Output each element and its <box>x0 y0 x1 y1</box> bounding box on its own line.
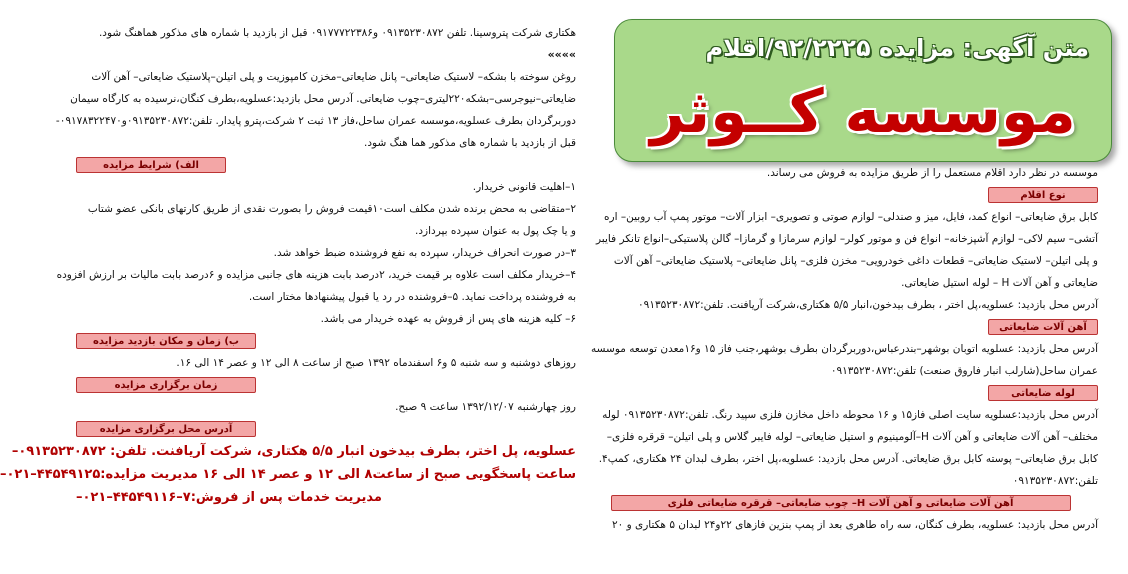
intro-text: موسسه در نظر دارد اقلام مستعمل را از طریق مزایده به فروش می رساند. <box>766 167 1098 179</box>
left-line-1: هکتاری شرکت پتروسینا. تلفن ۰۹۱۳۵۲۳۰۸۷۲ و۰۹۱۷۷۷۲۲۳۸۶ قبل از بازدید با شماره های مذکور هماهنگ شود. <box>98 27 576 39</box>
org-name: موسسه کــوثر <box>650 77 1076 147</box>
scrap-line-1: آدرس محل بازدید: عسلویه اتوبان بوشهر–بندرعباس،دوربرگردان بطرف بوشهر،جنب فاز ۱۵ و۱۶معدن توسعه موسسه <box>591 343 1098 355</box>
heading-mixed-scrap: آهن آلات ضایعاتی و آهن آلات H– چوب ضایعاتی– قرقره ضایعاتی فلزی <box>611 495 1071 511</box>
pipe-line-3: کابل برق ضایعاتی– پوسته کابل برق ضایعاتی. آدرس محل بازدید: عسلویه،پل اختر، بطرف لبدان ۲۴ هکتاری، کمپ۴. <box>598 453 1098 465</box>
condition-6: به فروشنده پرداخت نماید. ۵–فروشنده در رد یا قبول پیشنهادها مختار است. <box>248 291 576 303</box>
header-banner <box>614 19 1112 162</box>
left-line-5: قبل از بازدید با شماره های مذکور هما هنگ شود. <box>364 137 576 149</box>
right-column <box>583 162 1098 536</box>
contact-line-3: مدیریت خدمات پس از فروش:۷–۴۴۵۴۹۱۱۶–۰۲۱– <box>76 490 382 505</box>
heading-auction-time: زمان برگزاری مزایده <box>76 377 256 393</box>
items-line-4: ضایعاتی و آهن آلات H – لوله استیل ضایعاتی. <box>901 277 1098 289</box>
heading-visit-time: ب) زمان و مکان بازدید مزایده <box>76 333 256 349</box>
left-line-3: ضایعاتی–نیوجرسی–بشکه۲۲۰لیتری–چوب ضایعاتی. آدرس محل بازدید:عسلویه،بطرف کنگان،نرسیده به کارگاه سیمان <box>70 93 576 105</box>
heading-scrap-pipe: لوله ضایعاتی <box>988 385 1098 401</box>
condition-2: ۲–متقاضی به محض برنده شدن مکلف است۱۰قیمت فروش را بصورت نقدی از طریق کارتهای بانکی عضو شتاب <box>87 203 576 215</box>
scrap-line-2: عمران ساحل(شارلب انبار فاروق صنعت) تلفن:۰۹۱۳۵۲۳۰۸۷۲ <box>830 365 1098 377</box>
pipe-line-2: مختلف– آهن آلات ضایعاتی و آهن آلات H–آلومینیوم و استیل ضایعاتی– لوله فایبر گلاس و پلی اتیلن– قرقره فلزی– <box>606 431 1098 443</box>
items-line-1: کابل برق ضایعاتی– انواع کمد، فایل، میز و صندلی– لوازم صوتی و تصویری– ابزار آلات– موتور پمپ آب روبین– اره <box>604 211 1098 223</box>
condition-7: ۶– کلیه هزینه های پس از فروش به عهده خریدار می باشد. <box>320 313 576 325</box>
left-column <box>0 22 576 509</box>
items-line-3: و پلی اتیلن– لاستیک ضایعاتی– قطعات داغی خودرویی– مخزن فلزی– پانل ضایعاتی– پلاستیک ضایعاتی– آهن آلات <box>613 255 1098 267</box>
condition-1: ۱–اهلیت قانونی خریدار. <box>472 181 576 193</box>
section-arrows: »»»» <box>547 48 576 61</box>
items-line-2: آتشی– سیم لاکی– لوازم آشپزخانه– انواع فن و موتور کولر– لوازم سرمازا و گرمازا– گالن پلاستیکی–انواع تانکر فایبر <box>596 233 1098 245</box>
ad-title: متن آگهی: مزایده ۹۲/۲۲۲۵/اقلام <box>705 34 1089 62</box>
condition-3: و یا چک پول به عنوان سپرده بپردازد. <box>415 225 576 237</box>
visit-time-text: روزهای دوشنبه و سه شنبه ۵ و۶ اسفندماه ۱۳۹۲ صبح از ساعت ۸ الی ۱۲ و عصر ۱۴ الی ۱۶. <box>176 357 576 369</box>
items-line-5: آدرس محل بازدید: عسلویه،پل اختر ، بطرف بیدخون،انبار ۵/۵ هکتاری،شرکت آریافنت. تلفن:۰۹۱۳۵۲۳۰۸۷۲ <box>638 299 1098 311</box>
left-line-2: روغن سوخته با بشکه– لاستیک ضایعاتی– پانل ضایعاتی–مخزن کامپوزیت و پلی اتیلن–پلاستیک ضایعاتی– آهن آلات <box>91 71 576 83</box>
heading-conditions: الف) شرایط مزایده <box>76 157 226 173</box>
auction-time-text: روز چهارشنبه ۱۳۹۲/۱۲/۰۷ ساعت ۹ صبح. <box>395 401 576 413</box>
pipe-line-1: آدرس محل بازدید:عسلویه سایت اصلی فاز۱۵ و ۱۶ محوطه داخل مخازن فلزی سپید رنگ. تلفن:۰۹۱۳۵۲۳۰۸۷۲ لوله <box>602 409 1098 421</box>
condition-4: ۳–در صورت انحراف خریدار، سپرده به نفع فروشنده ضبط خواهد شد. <box>273 247 576 259</box>
heading-scrap-iron: آهن آلات ضایعاتی <box>988 319 1098 335</box>
contact-line-1: عسلویه، پل اختر، بطرف بیدخون انبار ۵/۵ هکتاری، شرکت آریافنت. تلفن: ۰۹۱۳۵۲۳۰۸۷۲– <box>11 444 576 459</box>
mixed-line-1: آدرس محل بازدید: عسلویه، بطرف کنگان، سه راه طاهری بعد از پمپ بنزین فازهای ۲۲و۲۴ لبدان ۵ هکتاری و ۲۰ <box>611 519 1098 531</box>
heading-item-types: نوع اقلام <box>988 187 1098 203</box>
pipe-line-4: تلفن:۰۹۱۳۵۲۳۰۸۷۲ <box>1012 475 1098 487</box>
left-line-4: دوربرگردان بطرف عسلویه،موسسه عمران ساحل،فاز ۱۳ ثبت ۲ شرکت،پترو پایدار. تلفن:۰۹۱۳۵۲۳۰۸۷۲و۰۹۱۷۸۳۲۲۴۷۰- <box>55 115 576 127</box>
heading-auction-place: آدرس محل برگزاری مزایده <box>76 421 256 437</box>
contact-block <box>0 440 576 509</box>
contact-line-2: ساعت پاسخگویی صبح از ساعت۸ الی ۱۲ و عصر ۱۴ الی ۱۶ مدیریت مزایده:۴۴۵۴۹۱۲۵–۰۲۱– <box>0 467 576 482</box>
condition-5: ۴–خریدار مکلف است علاوه بر قیمت خرید، ۲درصد بابت هزینه های جانبی مزایده و ۶درصد بابت مالیات بر ارزش افزوده <box>56 269 576 281</box>
